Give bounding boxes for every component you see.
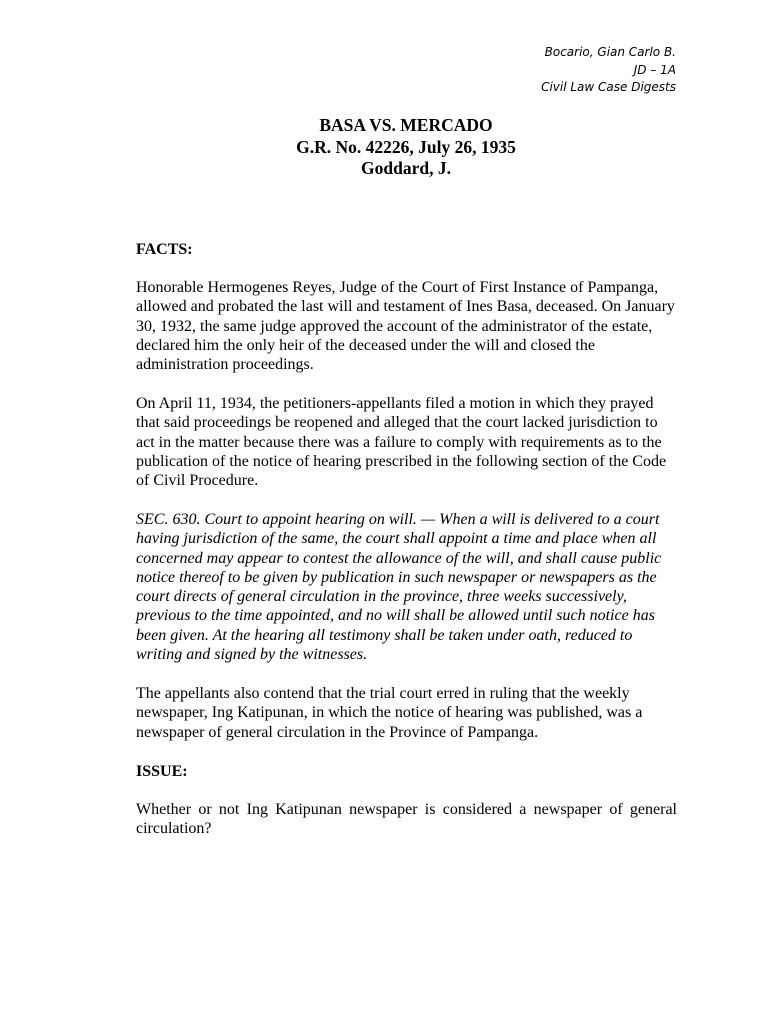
facts-paragraph-1: Honorable Hermogenes Reyes, Judge of the Court of First Instance of Pampanga, allowed and probated the last will and testament of Ines Basa, deceased. On January 30, 1932, the same judge approved the account of the administrator of the estate, declared him the only heir of the deceased under the will and closed the administration proceedings. xyxy=(136,279,675,374)
issue-heading: ISSUE: xyxy=(136,763,188,780)
author-header xyxy=(541,44,676,97)
facts-heading: FACTS: xyxy=(136,241,193,258)
case-title-block xyxy=(0,115,768,180)
case-name: BASA VS. MERCADO xyxy=(319,115,493,135)
case-citation: G.R. No. 42226, July 26, 1935 xyxy=(296,136,516,157)
subject-title: Civil Law Case Digests xyxy=(541,80,676,94)
statute-quote: SEC. 630. Court to appoint hearing on will. — When a will is delivered to a court having jurisdiction of the same, the court shall appoint a time and place when all concerned may appear to contest the allowance of the will, and shall cause public notice thereof to be given by publication in such newspaper or newspapers as the court directs of general circulation in the province, three weeks successively, previous to the time appointed, and no will shall be allowed until such notice has been given. At the hearing all testimony shall be taken under oath, reduced to writing and signed by the witnesses. xyxy=(136,511,662,664)
facts-paragraph-3: The appellants also contend that the trial court erred in ruling that the weekly newspaper, Ing Katipunan, in which the notice of hearing was published, was a newspaper of general circulation in the Province of Pampanga. xyxy=(136,685,643,741)
case-ponente: Goddard, J. xyxy=(361,158,451,178)
facts-paragraph-2: On April 11, 1934, the petitioners-appellants filed a motion in which they prayed that said proceedings be reopened and alleged that the court lacked jurisdiction to act in the matter because there was a failure to comply with requirements as to the publication of the notice of hearing prescribed in the following section of the Code of Civil Procedure. xyxy=(136,395,667,490)
issue-paragraph: Whether or not Ing Katipunan newspaper is considered a newspaper of general circulation? xyxy=(136,801,677,838)
class-section: JD – 1A xyxy=(633,62,676,77)
author-name: Bocario, Gian Carlo B. xyxy=(544,45,676,59)
